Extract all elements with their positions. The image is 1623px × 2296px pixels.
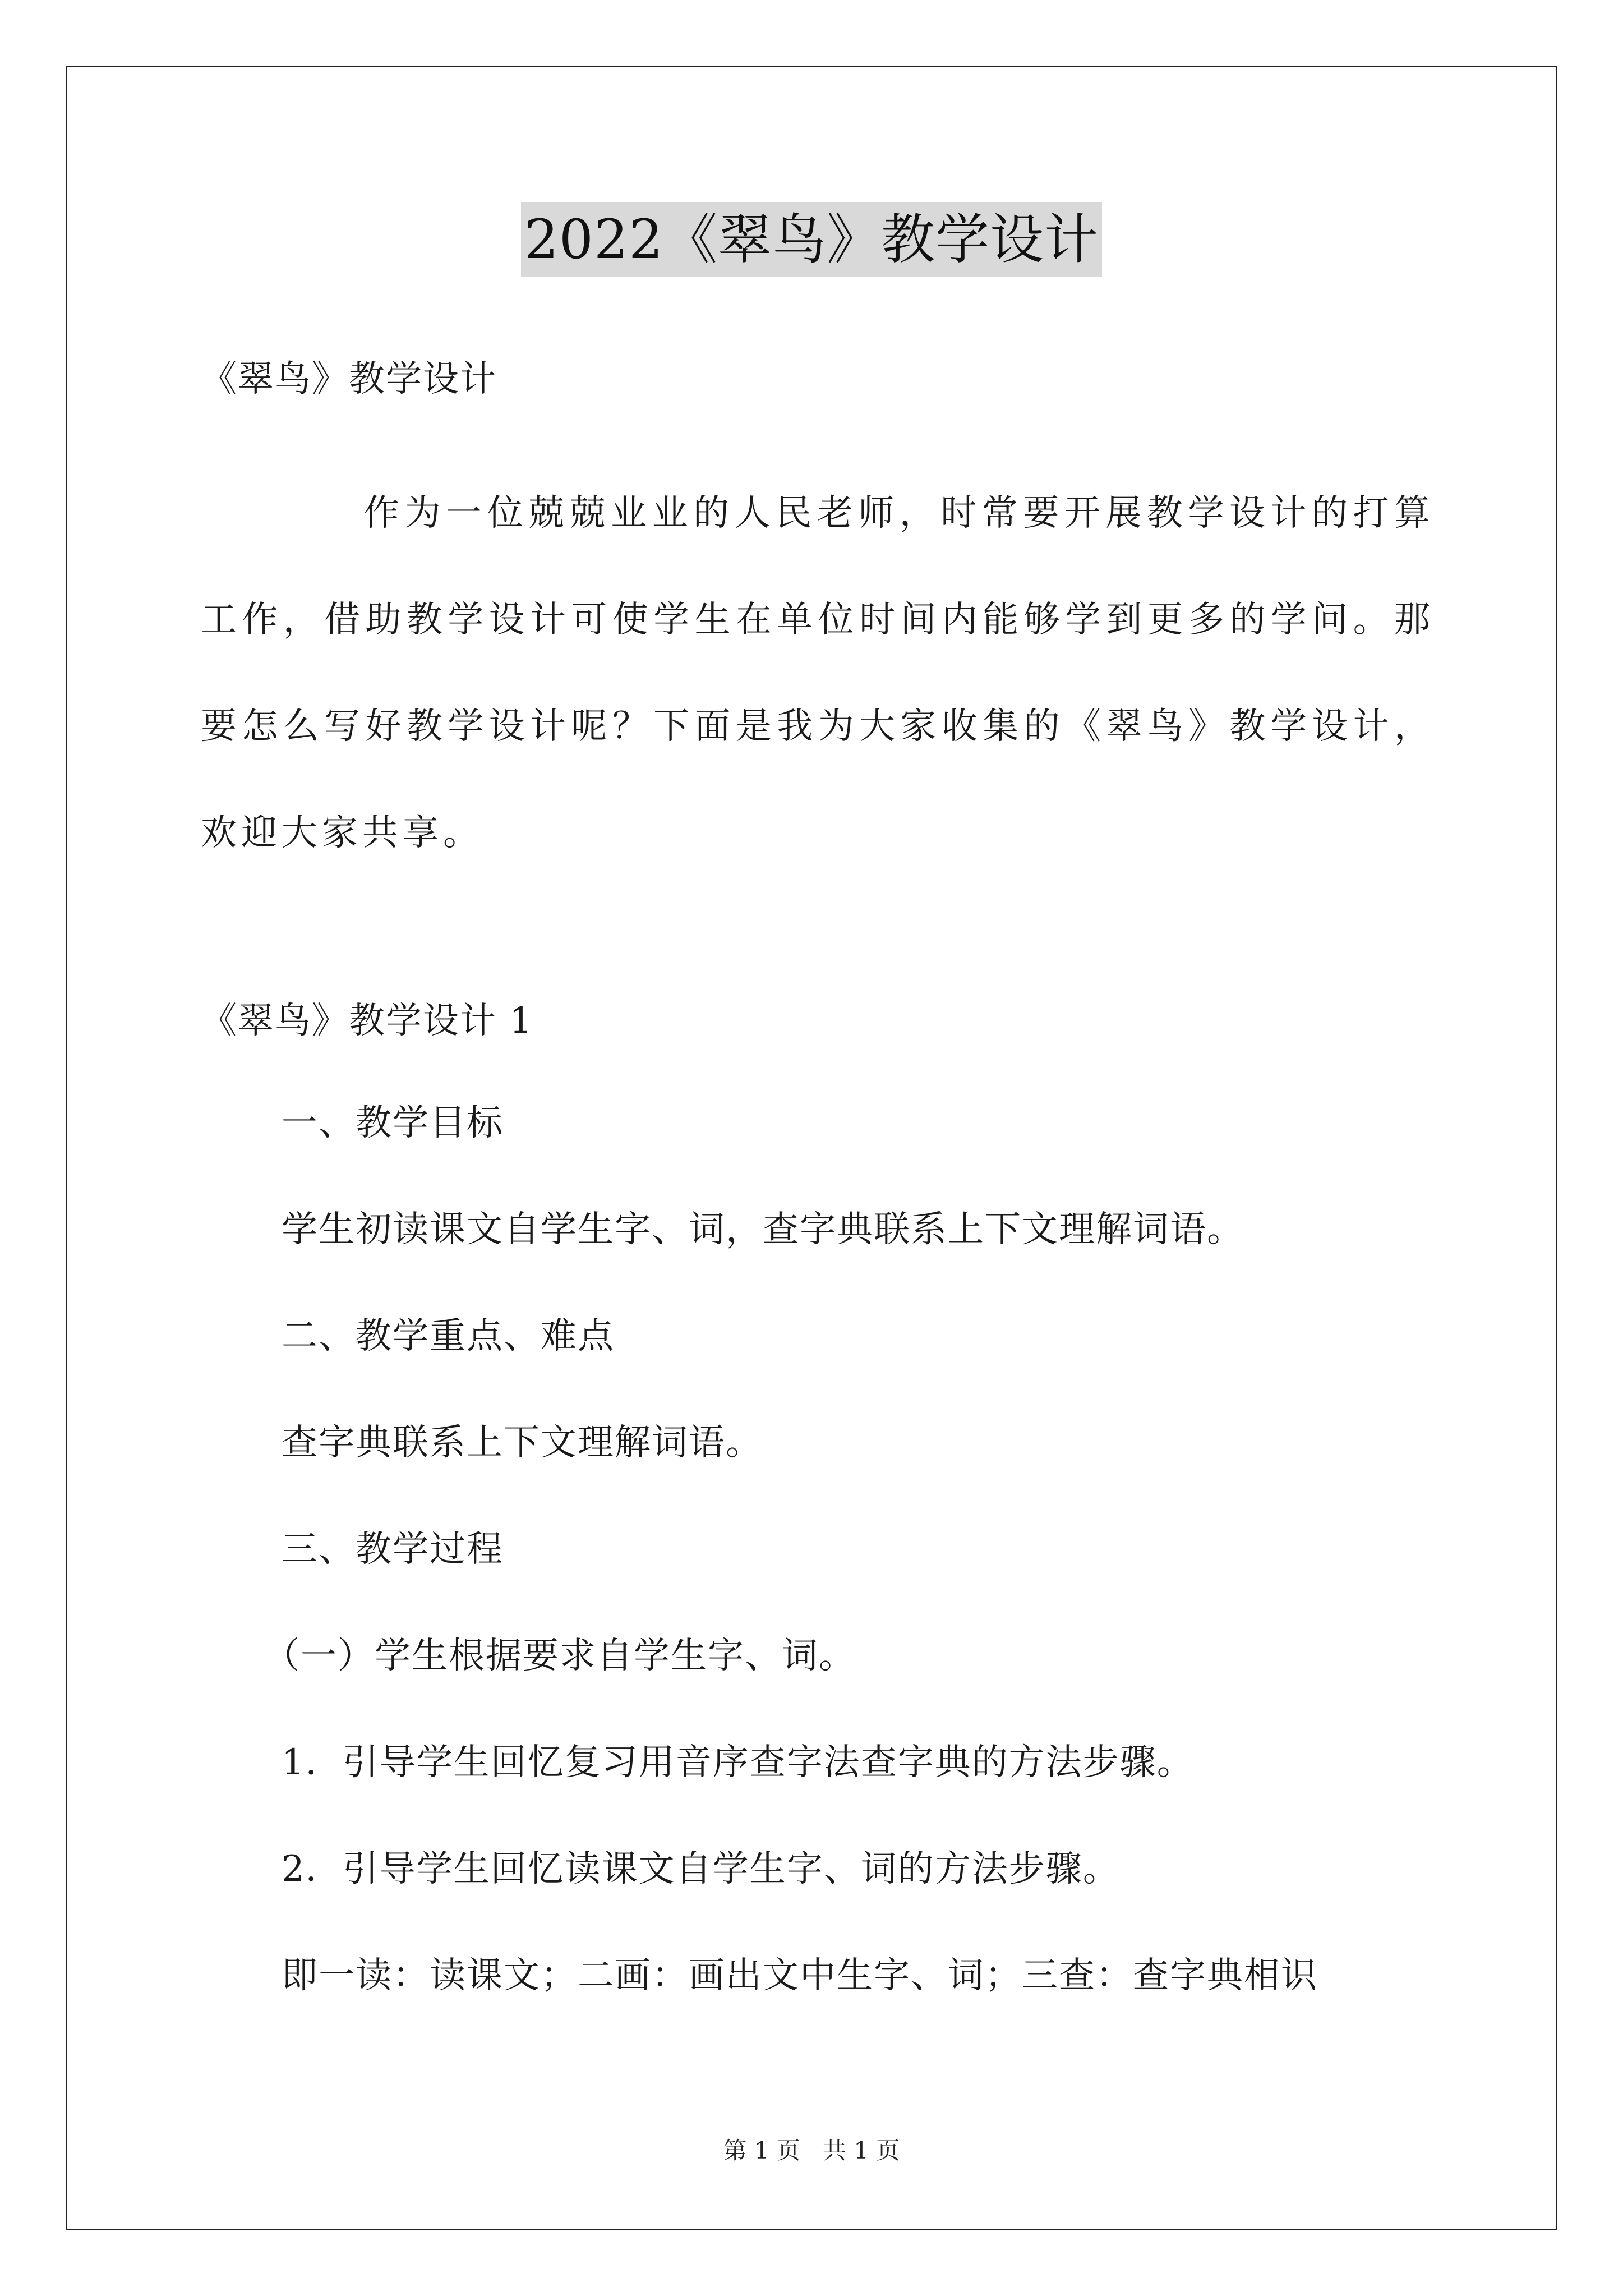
document-subtitle: 《翠鸟》教学设计 (201, 358, 497, 400)
page-footer (0, 2135, 1623, 2166)
document-title: 2022《翠鸟》教学设计 (521, 202, 1102, 277)
title-container (0, 202, 1623, 277)
text-teaching-goals: 学生初读课文自学生字、词，查字典联系上下文理解词语。 (282, 1209, 1244, 1250)
process-item-1: 1．引导学生回忆复习用音序查字法查字典的方法步骤。 (282, 1742, 1194, 1783)
process-item-2: 2．引导学生回忆读课文自学生字、词的方法步骤。 (282, 1848, 1120, 1890)
page-total: 共 1 页 (823, 2137, 900, 2164)
heading-teaching-process: 三、教学过程 (282, 1529, 504, 1570)
intro-paragraph: 作为一位兢兢业业的人民老师，时常要开展教学设计的打算工作，借助教学设计可使学生在单位时间内能够学到更多的学问。那要怎么写好教学设计呢？下面是我为大家收集的《翠鸟》教学设计，欢迎大家共享。 (201, 493, 1435, 854)
section-heading: 《翠鸟》教学设计 1 (201, 1000, 534, 1042)
heading-key-points: 二、教学重点、难点 (282, 1315, 615, 1357)
heading-teaching-goals: 一、教学目标 (282, 1102, 504, 1144)
page-number: 第 1 页 (723, 2137, 800, 2164)
process-step-1: （一）学生根据要求自学生字、词。 (264, 1635, 856, 1677)
text-key-points: 查字典联系上下文理解词语。 (282, 1422, 763, 1464)
process-detail: 即一读：读课文；二画：画出文中生字、词；三查：查字典相识 (282, 1955, 1318, 1996)
